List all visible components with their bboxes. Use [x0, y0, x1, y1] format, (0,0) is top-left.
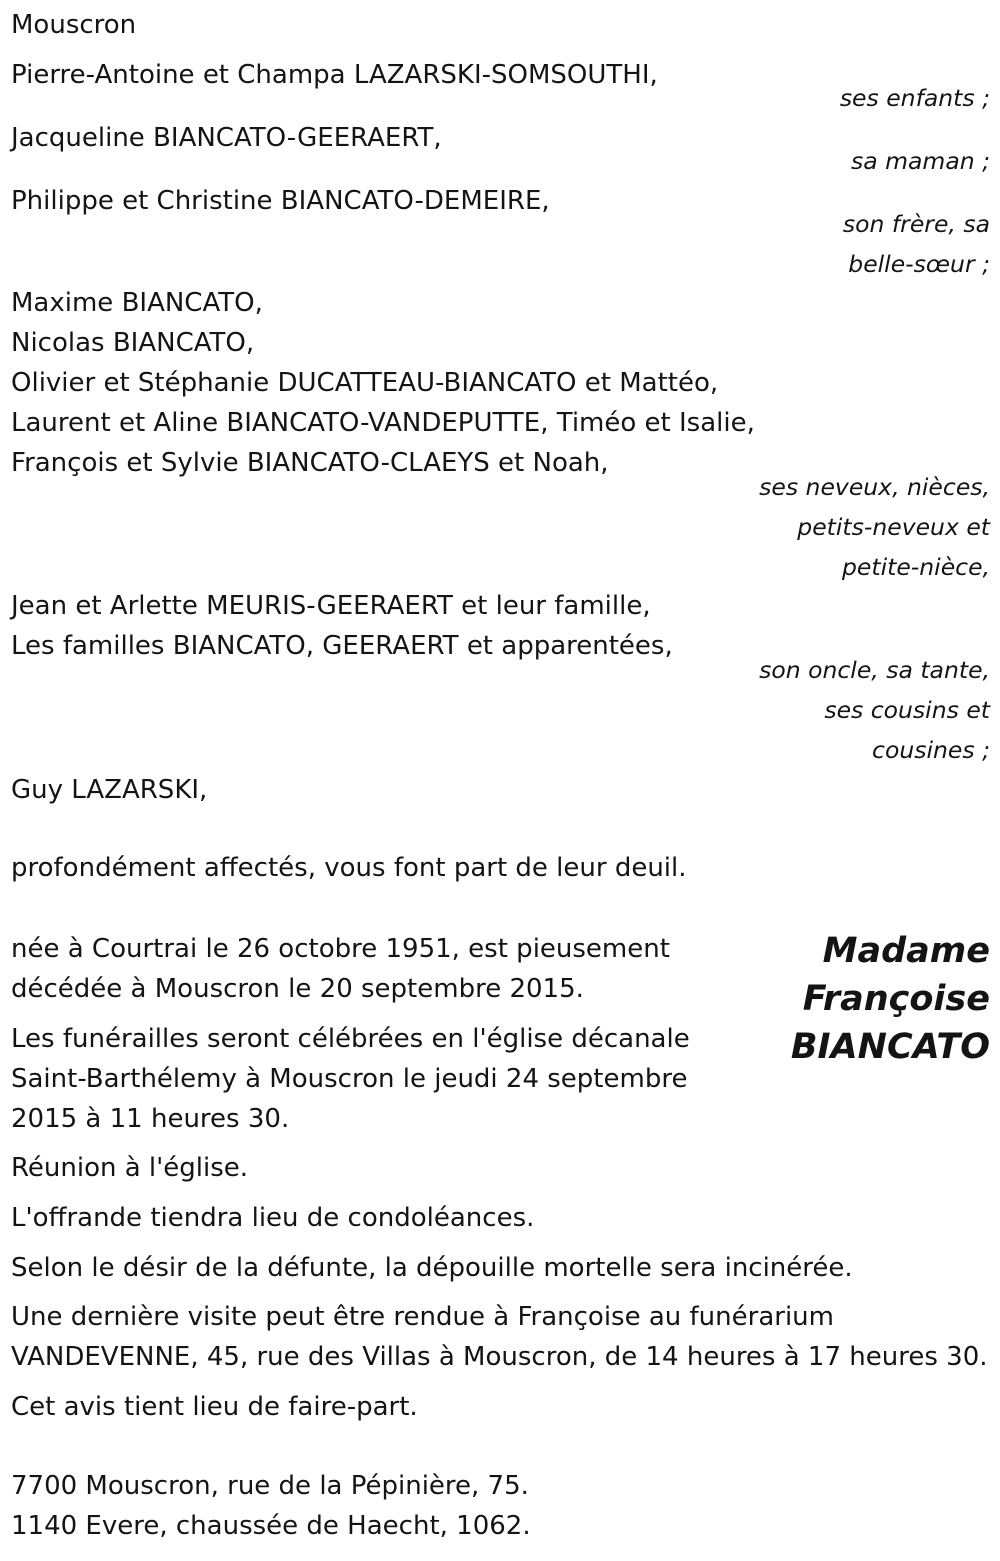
- children-relation: ses enfants ;: [839, 84, 990, 112]
- birth-death-line: née à Courtrai le 26 octobre 1951, est pieusement: [11, 934, 670, 964]
- address-line: 7700 Mouscron, rue de la Pépinière, 75.: [11, 1471, 529, 1501]
- other-family-name: Guy LAZARSKI,: [11, 775, 208, 805]
- uncle-name-line: Les familles BIANCATO, GEERAERT et apparentées,: [11, 631, 673, 661]
- mother-name: Jacqueline BIANCATO-GEERAERT,: [11, 123, 442, 153]
- funeral-line: 2015 à 11 heures 30.: [11, 1104, 290, 1134]
- uncles-relation-line: son oncle, sa tante,: [759, 656, 990, 684]
- funeral-line: Saint-Barthélemy à Mouscron le jeudi 24 septembre: [11, 1064, 688, 1094]
- nephews-relation-line: petite-nièce,: [842, 553, 990, 581]
- nephew-name-line: Laurent et Aline BIANCATO-VANDEPUTTE, Timéo et Isalie,: [11, 408, 755, 438]
- nephew-name-line: Olivier et Stéphanie DUCATTEAU-BIANCATO et Mattéo,: [11, 368, 719, 398]
- nephew-name-line: François et Sylvie BIANCATO-CLAEYS et Noah,: [11, 448, 609, 478]
- uncles-relation-line: ses cousins et: [824, 696, 990, 724]
- address-line: 1140 Evere, chaussée de Haecht, 1062.: [11, 1511, 531, 1541]
- uncle-name-line: Jean et Arlette MEURIS-GEERAERT et leur famille,: [11, 591, 651, 621]
- city-header: Mouscron: [11, 10, 137, 40]
- nephew-name-line: Maxime BIANCATO,: [11, 288, 263, 318]
- uncles-relation-line: cousines ;: [872, 736, 990, 764]
- funeral-line: Les funérailles seront célébrées en l'église décanale: [11, 1024, 690, 1054]
- deceased-name-line: Madame: [822, 931, 990, 971]
- visit-line: Une dernière visite peut être rendue à Françoise au funérarium: [11, 1302, 834, 1332]
- nephews-relation-line: petits-neveux et: [797, 513, 990, 541]
- notice-text: Cet avis tient lieu de faire-part.: [11, 1392, 418, 1422]
- deceased-name-line: BIANCATO: [790, 1027, 990, 1067]
- announcement-text: profondément affectés, vous font part de leur deuil.: [11, 853, 687, 883]
- deceased-name-line: Françoise: [802, 979, 990, 1019]
- nephews-relation-line: ses neveux, nièces,: [759, 473, 990, 501]
- offering-text: L'offrande tiendra lieu de condoléances.: [11, 1203, 535, 1233]
- sibling-relation-line: son frère, sa: [842, 210, 990, 238]
- sibling-relation-line: belle-sœur ;: [848, 250, 990, 278]
- nephew-name-line: Nicolas BIANCATO,: [11, 328, 255, 358]
- visit-line: VANDEVENNE, 45, rue des Villas à Mouscron, de 14 heures à 17 heures 30.: [11, 1342, 988, 1372]
- sibling-names: Philippe et Christine BIANCATO-DEMEIRE,: [11, 186, 550, 216]
- reunion-text: Réunion à l'église.: [11, 1153, 249, 1183]
- mother-relation: sa maman ;: [851, 147, 990, 175]
- birth-death-line: décédée à Mouscron le 20 septembre 2015.: [11, 974, 584, 1004]
- cremation-text: Selon le désir de la défunte, la dépouille mortelle sera incinérée.: [11, 1253, 853, 1283]
- children-names: Pierre-Antoine et Champa LAZARSKI-SOMSOUTHI,: [11, 60, 658, 90]
